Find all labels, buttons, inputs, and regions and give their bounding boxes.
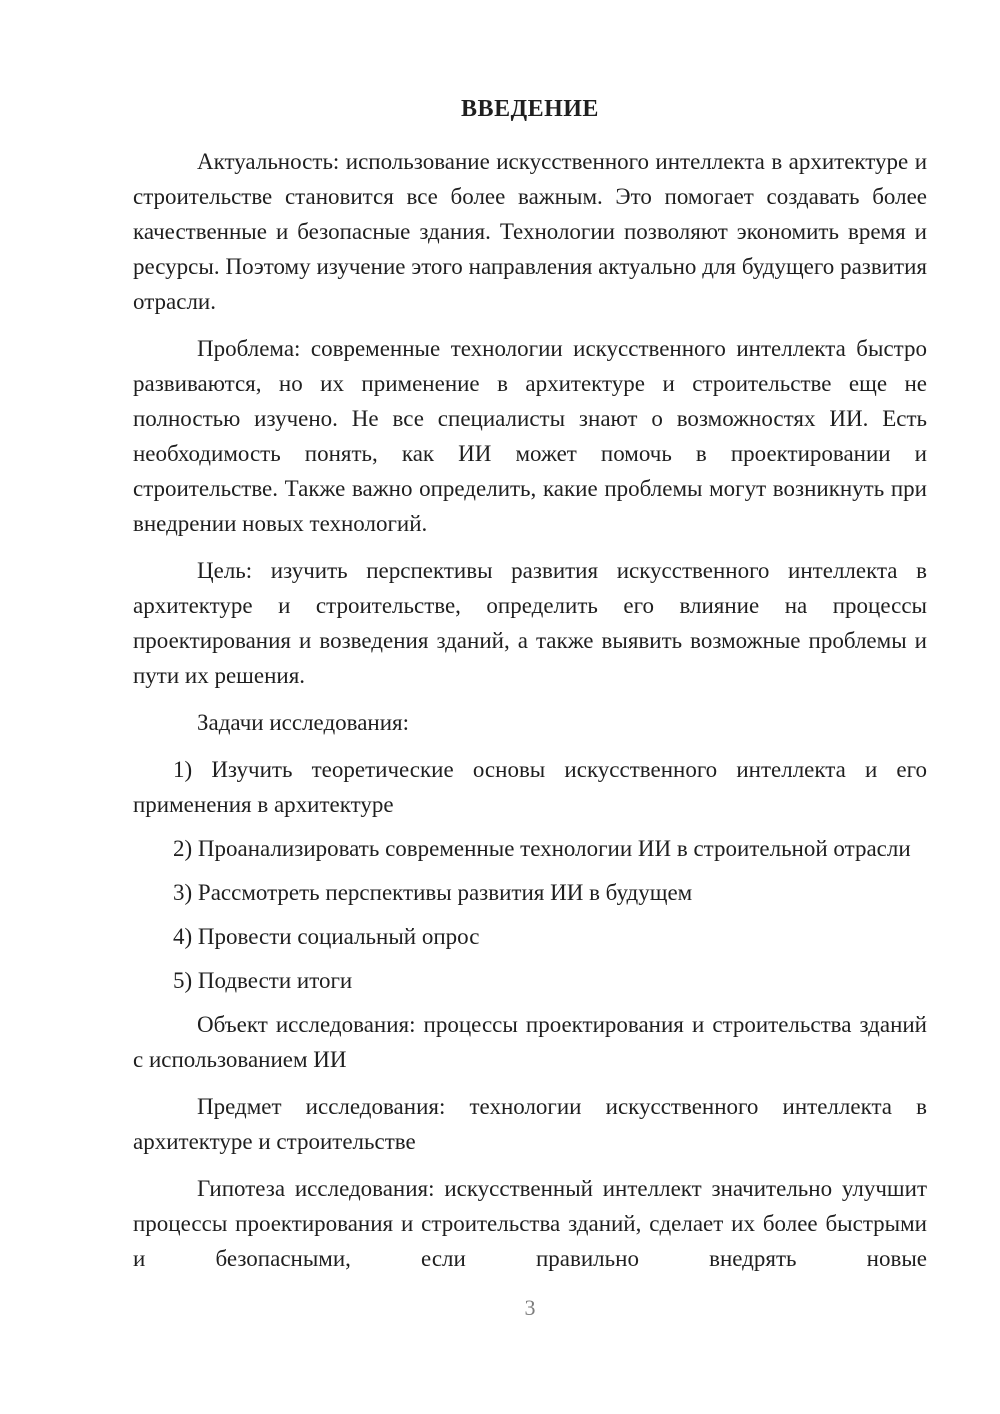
tasks-list — [133, 752, 927, 998]
task-item-3: 3) Рассмотреть перспективы развития ИИ в будущем — [173, 880, 693, 905]
page-number: 3 — [524, 1295, 536, 1320]
task-item-1: 1) Изучить теоретические основы искусственного интеллекта и его применения в архитектуре — [133, 757, 927, 817]
task-item-4: 4) Провести социальный опрос — [173, 924, 480, 949]
paragraph-relevance: Актуальность: использование искусственного интеллекта в архитектуре и строительстве становится все более важным. Это помогает создавать более качественные и безопасные здания. Технологии позволяют экономить время и ресурсы. Поэтому изучение этого направления актуально для будущего развития отрасли. — [133, 149, 927, 314]
paragraph-object: Объект исследования: процессы проектирования и строительства зданий с использованием ИИ — [133, 1012, 927, 1072]
tasks-heading: Задачи исследования: — [197, 710, 410, 735]
paragraph-goal: Цель: изучить перспективы развития искусственного интеллекта в архитектуре и строительстве, определить его влияние на процессы проектирования и возведения зданий, а также выявить возможные проблемы и пути их решения. — [133, 558, 927, 688]
paragraph-subject: Предмет исследования: технологии искусственного интеллекта в архитектуре и строительстве — [133, 1094, 927, 1154]
paragraph-hypothesis: Гипотеза исследования: искусственный интеллект значительно улучшит процессы проектирования и строительства зданий, сделает их более быстрыми и безопасными, если правильно внедрять новые — [133, 1176, 927, 1271]
paragraph-problem: Проблема: современные технологии искусственного интеллекта быстро развиваются, но их применение в архитектуре и строительстве еще не полностью изучено. Не все специалисты знают о возможностях ИИ. Есть необходимость понять, как ИИ может помочь в проектировании и строительстве. Также важно определить, какие проблемы могут возникнуть при внедрении новых технологий. — [133, 336, 927, 536]
page-title: ВВЕДЕНИЕ — [461, 96, 599, 122]
task-item-2: 2) Проанализировать современные технологии ИИ в строительной отрасли — [173, 836, 911, 861]
task-item-5: 5) Подвести итоги — [173, 968, 353, 993]
